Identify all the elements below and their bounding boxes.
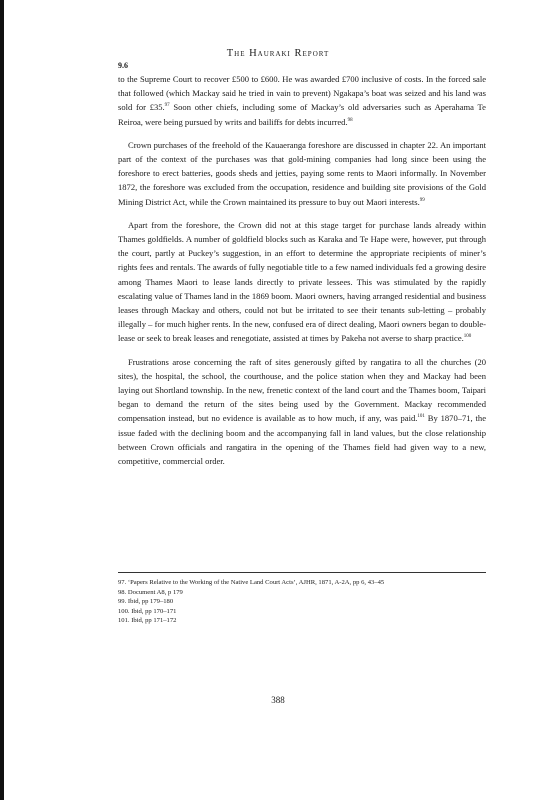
footnote: 100. Ibid, pp 170–171 — [118, 607, 177, 615]
paragraph-text: By 1870–71, the issue faded with the declining boom and the accompanying fall in land values, but the close relationship between Crown officials and rangatira in the opening of the Thames field had given way to a new, competitive, commercial order. — [118, 413, 486, 467]
paragraph-text: Crown purchases of the freehold of the Kauaeranga foreshore are discussed in chapter 22. An important part of the context of the purchases was that gold-mining companies had long since been using the foreshore to erect batteries, goods sheds and jetties, paying some rents to Maori informally. In November 1872, the foreshore was excluded from the occupation, residence and building site provisions of the Gold Mining District Act, while the Crown maintained its pressure to buy out Maori interests. — [118, 139, 486, 207]
footnote-ref: 98 — [347, 117, 353, 123]
paragraph — [118, 218, 486, 346]
body-text — [118, 72, 486, 477]
page-number: 388 — [271, 695, 285, 705]
paragraph-text: Soon other chiefs, including some of Mackay’s old adversaries such as Aperahama Te Reiroa, were being pursued by writs and bailiffs for debts incurred. — [118, 102, 486, 127]
footnote-ref: 97 — [164, 103, 170, 109]
footnote-ref: 100 — [463, 334, 472, 340]
paragraph-text: Frustrations arose concerning the raft of sites generously gifted by rangatira to all the churches (20 sites), the hospital, the school, the courthouse, and the police station when they and Mackay had been laying out Shortland township. In the new, frenetic context of the land court and the Thames boom, Taipari began to demand the return of the sites being used by the Government. Mackay recommended compensation instead, but no evidence is available as to how much, if any, was paid. — [118, 356, 486, 424]
footnote: 97. ‘Papers Relative to the Working of the Native Land Court Acts’, AJHR, 1871, A-2A, pp 6, 43–45 — [118, 579, 385, 586]
footnote-ref: 99 — [419, 197, 425, 203]
paragraph — [118, 355, 486, 469]
footnotes — [118, 578, 486, 626]
footnote: 98. Document A8, p 179 — [118, 588, 183, 596]
footnote-ref: 101 — [417, 414, 425, 420]
section-number: 9.6 — [118, 61, 128, 70]
scan-edge — [0, 0, 4, 800]
paragraph — [118, 72, 486, 129]
footnote: 99. Ibid, pp 179–180 — [118, 598, 174, 606]
paragraph-text: to the Supreme Court to recover £500 to £600. He was awarded £700 inclusive of costs. In the forced sale that followed (which Mackay said he tried in vain to prevent) Ngakapa’s boat was seized and his land was sold for £35. — [118, 74, 486, 113]
paragraph-text: Apart from the foreshore, the Crown did not at this stage target for purchase lands already within Thames goldfields. A number of goldfield blocks such as Karaka and Te Hape were, however, put through the court, partly at Puckey’s suggestion, in an effort to determine the appropriate recipients of miner’s rights fees and rentals. The awards of fully negotiable title to a few named individuals fed a growing desire among Thames Maori to lease lands directly to private lessees. This was stimulated by the rapidly escalating value of Thames land in the 1869 boom. Maori owners, having arranged residential and business leases through Mackay and others, could not but be irritated to see their tenants sub-letting – probably illegally – for much higher rents. In the new, confused era of direct dealing, Maori owners began to double-lease or seek to break leases and renegotiate, assisted at times by Pakeha not averse to sharp practice. — [118, 219, 486, 344]
paragraph — [118, 138, 486, 209]
footnote-rule — [118, 572, 486, 573]
running-head: The Hauraki Report — [226, 48, 330, 59]
footnote: 101. Ibid, pp 171–172 — [118, 617, 177, 625]
